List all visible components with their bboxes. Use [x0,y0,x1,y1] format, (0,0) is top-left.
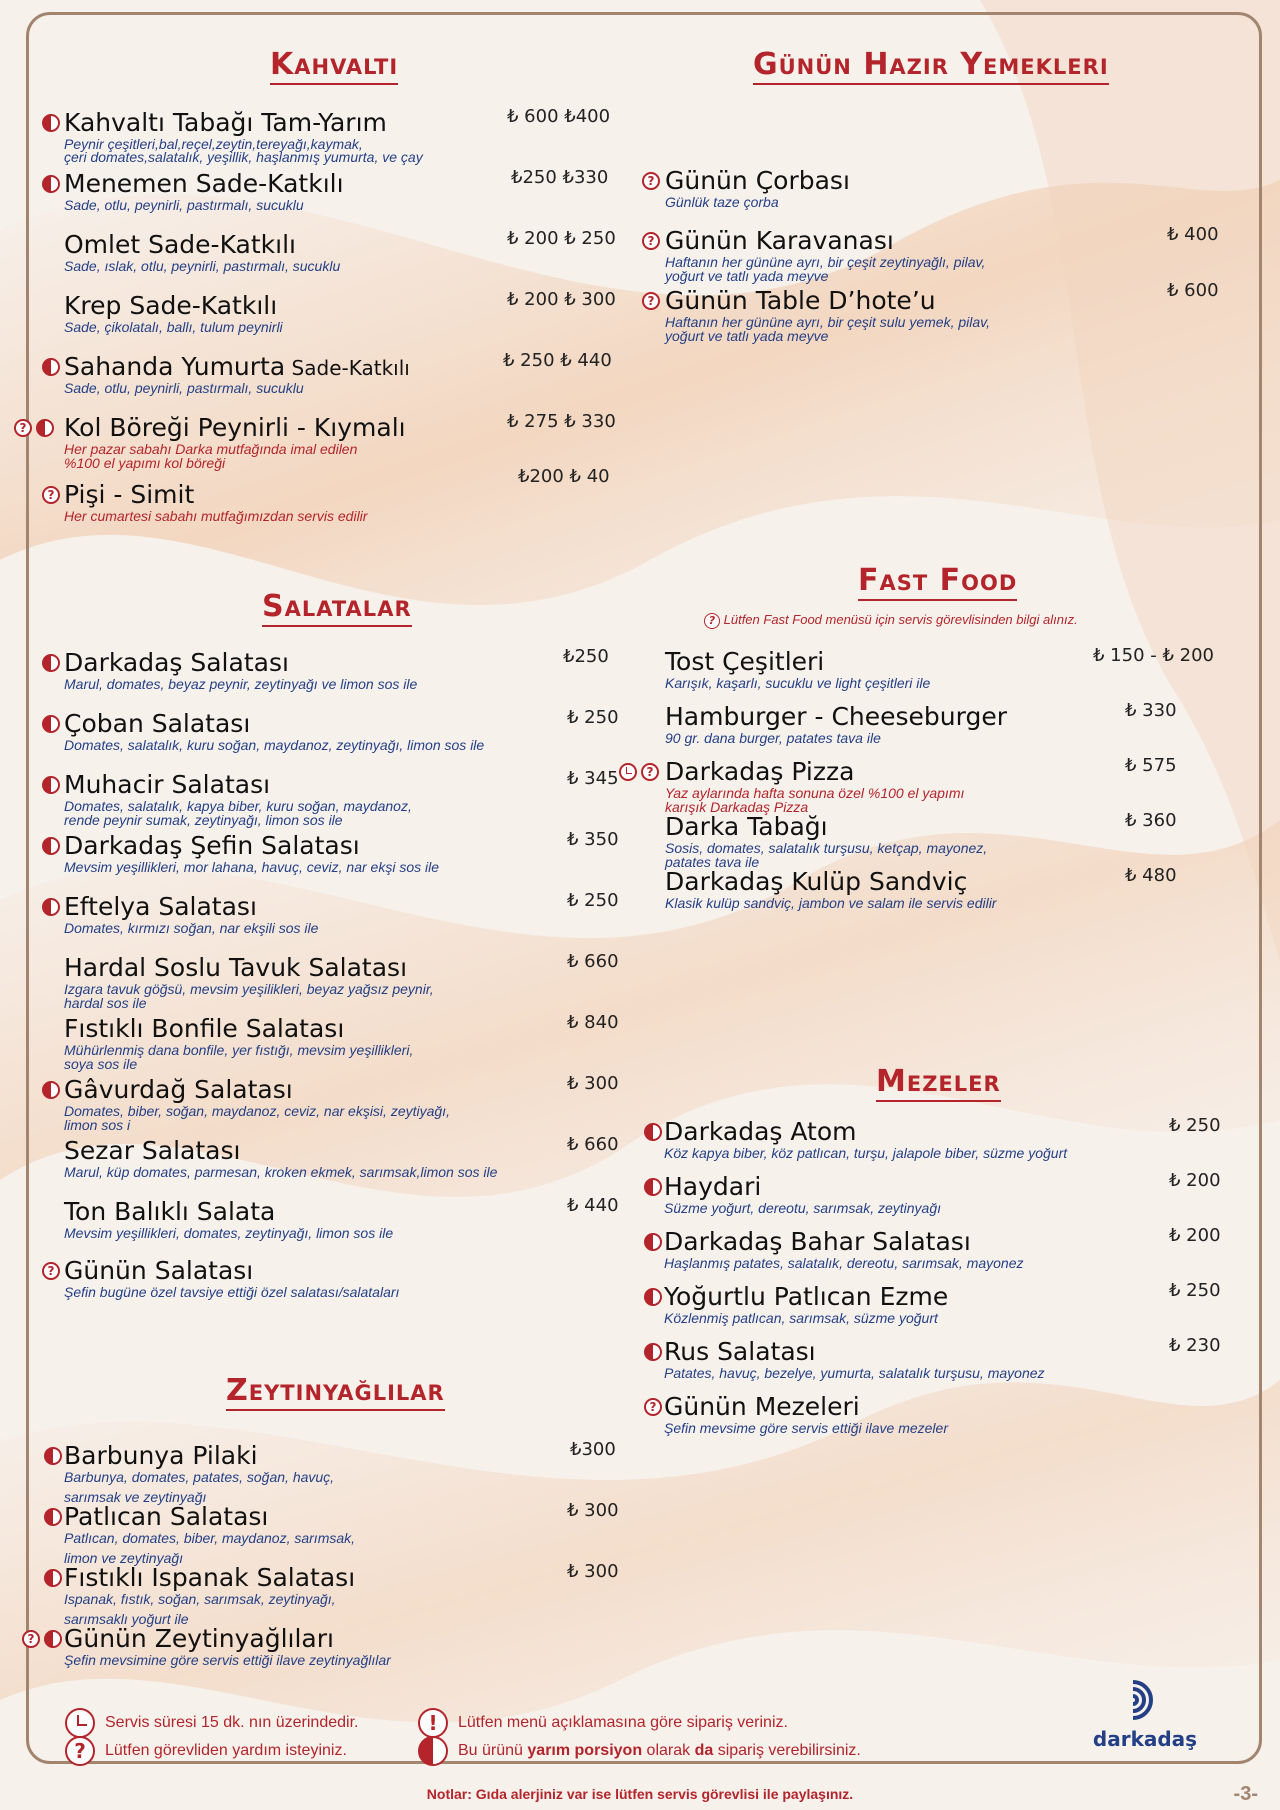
item-desc: Peynir çeşitleri,bal,reçel,zeytin,tereyağı,kaymak, [64,136,363,152]
half-portion-icon [644,1288,662,1306]
item-desc: %100 el yapımı kol böreği [64,455,226,471]
half-portion-icon [644,1123,662,1141]
item-price: ₺ 840 [567,1012,619,1033]
item-name: Günün Table D’hote’u [665,286,936,315]
item-desc: Şefin mevsimine göre servis ettiği ilave zeytinyağlılar [64,1652,391,1668]
item-name: Darkadaş Şefin Salatası [64,831,360,860]
legend-question-text: Lütfen görevliden yardım isteyiniz. [105,1742,347,1759]
item-desc: yoğurt ve tatlı yada meyve [665,328,829,344]
item-desc: Günlük taze çorba [665,194,779,210]
item-desc: çeri domates,salatalık, yeşillik, haşlanmış yumurta, ve çay [64,149,423,165]
menu-item [664,1282,1224,1326]
page-number: -3- [1233,1783,1258,1805]
item-desc: sarımsaklı yoğurt ile [64,1611,189,1627]
item-desc: Barbunya, domates, patates, soğan, havuç, [64,1469,335,1485]
question-icon: ? [42,1262,60,1280]
item-name: Günün Salatası [64,1256,254,1285]
item-name: Sezar Salatası [64,1136,241,1165]
brand-logo [1090,1678,1200,1751]
item-name: Muhacir Salatası [64,770,271,799]
menu-item [64,648,624,692]
item-name: Tost Çeşitleri [665,647,825,676]
item-price: ₺ 600 ₺400 [507,106,611,127]
item-desc: Marul, küp domates, parmesan, kroken ekmek, sarımsak,limon sos ile [64,1164,498,1180]
menu-item [64,1075,624,1133]
fast-food-note [704,612,1078,629]
item-desc: soya sos ile [64,1056,138,1072]
question-icon: ? [642,172,660,190]
question-icon: ? [22,1630,40,1648]
item-price: ₺ 345 [567,768,619,789]
menu-item [64,1563,624,1627]
exclamation-icon: ! [418,1708,448,1738]
legend-half-pre: Bu ürünü [458,1742,523,1759]
item-desc: Mevsim yeşillikleri, domates, zeytinyağı, limon sos ile [64,1225,394,1241]
menu-item [665,647,1225,691]
item-name: Çoban Salatası [64,709,251,738]
item-desc: hardal sos ile [64,995,147,1011]
question-icon: ? [14,419,32,437]
question-icon: ? [641,763,659,781]
item-desc: Patlıcan, domates, biber, maydanoz, sarımsak, [64,1530,356,1546]
item-desc: Domates, salatalık, kapya biber, kuru soğan, maydanoz, [64,798,412,814]
legend-clock-text: Servis süresi 15 dk. nın üzerindedir. [105,1714,359,1731]
item-price: ₺ 275 ₺ 330 [507,411,616,432]
half-portion-icon [644,1233,662,1251]
item-desc: Közlenmiş patlıcan, sarımsak, süzme yoğurt [664,1310,938,1326]
menu-item [64,1136,624,1180]
menu-item [64,230,624,274]
item-name: Menemen Sade-Katkılı [64,169,344,198]
menu-item [665,812,1225,870]
item-name: Gâvurdağ Salatası [64,1075,293,1104]
item-price: ₺ 330 [1125,700,1177,721]
item-desc: Haşlanmış patates, salatalık, dereotu, sarımsak, mayonez [664,1255,1024,1271]
item-price: ₺ 300 [567,1073,619,1094]
question-icon: ? [642,292,660,310]
item-price: ₺ 200 ₺ 300 [507,289,616,310]
half-portion-icon [42,837,60,855]
item-price: ₺ 350 [567,829,619,850]
menu-item [64,1197,624,1241]
item-name: Günün Zeytinyağlıları [64,1624,334,1653]
menu-item [664,1337,1224,1381]
item-desc: Haftanın her gününe ayrı, bir çeşit zeytinyağlı, pilav, [665,254,986,270]
logo-mark-icon [1123,1678,1167,1722]
item-desc: Haftanın her gününe ayrı, bir çeşit sulu yemek, pilav, [665,314,991,330]
section-title-zeytinyaglilar: Zeytinyağlılar [226,1374,445,1411]
menu-item [47,466,624,524]
item-price: ₺ 480 [1125,865,1177,886]
item-desc: Sosis, domates, salatalık turşusu, ketçap, mayonez, [665,840,988,856]
item-desc: Ispanak, fıstık, soğan, sarımsak, zeytinyağı, [64,1591,336,1607]
clock-icon [65,1708,95,1738]
half-portion-icon [44,1447,62,1465]
item-desc: 90 gr. dana burger, patates tava ile [665,730,881,746]
item-desc: Domates, biber, soğan, maydanoz, ceviz, nar ekşisi, zeytiyağı, [64,1103,450,1119]
item-price: ₺ 250 [1169,1280,1221,1301]
item-desc: Karışık, kaşarlı, sucuklu ve light çeşitleri ile [665,675,931,691]
half-portion-icon [42,175,60,193]
question-icon: ? [644,1398,662,1416]
legend-half [418,1736,861,1766]
item-name: Sahanda Yumurta [64,352,286,381]
half-portion-icon [44,1569,62,1587]
item-price: ₺ 150 - ₺ 200 [1093,645,1214,666]
item-price: ₺ 250 ₺ 440 [503,350,612,371]
item-desc: Sade, otlu, peynirli, pastırmalı, sucuklu [64,380,304,396]
item-desc: limon sos i [64,1117,131,1133]
item-price: ₺ 200 ₺ 250 [507,228,616,249]
section-title-fast-food: Fast Food [858,564,1017,601]
menu-item [664,1172,1224,1216]
item-name: Hamburger - Cheeseburger [665,702,1008,731]
item-desc: Domates, salatalık, kuru soğan, maydanoz, zeytinyağı, limon sos ile [64,737,485,753]
item-name: Kol Böreği Peynirli - Kıymalı [64,413,406,442]
item-price: ₺ 250 [1169,1115,1221,1136]
item-name: Günün Mezeleri [664,1392,860,1421]
allergy-note: Notlar: Gıda alerjiniz var ise lütfen servis görevlisi ile paylaşınız. [426,1786,854,1802]
menu-item [27,1624,624,1668]
item-price: ₺ 250 [567,707,619,728]
menu-item [64,291,624,335]
item-desc: Mevsim yeşillikleri, mor lahana, havuç, ceviz, nar ekşi sos ile [64,859,440,875]
half-portion-icon [42,776,60,794]
item-price: ₺ 575 [1125,755,1177,776]
item-desc: Domates, kırmızı soğan, nar ekşili sos ile [64,920,319,936]
menu-item [64,1014,624,1072]
item-desc: limon ve zeytinyağı [64,1550,184,1566]
item-name: Ton Balıklı Salata [64,1197,276,1226]
menu-item [64,709,624,753]
item-name-suffix: Sade-Katkılı [285,356,410,380]
item-desc: Şefin bugüne özel tavsiye ettiği özel salatası/salataları [64,1284,400,1300]
question-icon: ? [65,1736,95,1766]
item-price: ₺ 250 [567,890,619,911]
item-name: Darkadaş Bahar Salatası [664,1227,971,1256]
menu-item [64,108,624,165]
menu-item [647,224,1225,284]
half-portion-icon [42,654,60,672]
item-desc: Yaz aylarında hafta sonuna özel %100 el yapımı [665,785,965,801]
item-desc: Mühürlenmiş dana bonfile, yer fıstığı, mevsim yeşillikleri, [64,1042,414,1058]
item-desc: Sade, çikolatalı, ballı, tulum peynirli [64,319,283,335]
section-title-mezeler: Mezeler [876,1065,1001,1102]
item-name: Darkadaş Salatası [64,648,289,677]
item-desc: Her pazar sabahı Darka mutfağında imal edilen [64,441,358,457]
item-name: Barbunya Pilaki [64,1441,258,1470]
section-title-kahvalti: Kahvaltı [270,48,398,85]
question-icon: ? [42,486,60,504]
menu-item [64,1441,624,1505]
item-desc: Köz kapya biber, köz patlıcan, turşu, jalapole biber, süzme yoğurt [664,1145,1068,1161]
half-portion-icon [42,1081,60,1099]
legend-question [65,1736,347,1766]
legend-half-mid: olarak [646,1742,691,1759]
menu-item [64,169,624,213]
item-desc: Süzme yoğurt, dereotu, sarımsak, zeytinyağı [664,1200,942,1216]
item-price: ₺ 660 [567,1134,619,1155]
item-price: ₺ 300 [567,1500,619,1521]
item-price: ₺ 440 [567,1195,619,1216]
item-price: ₺ 230 [1169,1335,1221,1356]
question-icon: ? [642,232,660,250]
item-desc: Izgara tavuk göğsü, mevsim yeşilikleri, beyaz yağsız peynir, [64,981,434,997]
half-portion-icon [42,898,60,916]
legend-half-bold1: yarım porsiyon [527,1742,643,1759]
menu-item [64,770,624,828]
legend-half-text [458,1742,861,1760]
menu-item [64,352,624,396]
legend-exclaim [418,1708,788,1738]
item-name: Günün Karavanası [665,226,894,255]
item-price: ₺300 [570,1439,616,1460]
half-portion-icon [44,1508,62,1526]
item-name: Hardal Soslu Tavuk Salatası [64,953,408,982]
item-price: ₺ 300 [567,1561,619,1582]
menu-item [64,1502,624,1566]
menu-item [664,1117,1224,1161]
half-portion-icon [42,114,60,132]
fast-food-note-text: Lütfen Fast Food menüsü için servis görevlisinden bilgi alınız. [723,612,1078,627]
legend-half-bold2: da [694,1742,714,1759]
item-price: ₺250 [563,646,609,667]
clock-icon [619,763,637,781]
menu-item [649,1392,1224,1436]
half-portion-icon [644,1178,662,1196]
item-name: Darkadaş Atom [664,1117,857,1146]
half-portion-icon [644,1343,662,1361]
legend-clock [65,1708,358,1738]
item-name: Omlet Sade-Katkılı [64,230,296,259]
menu-item [64,892,624,936]
half-portion-icon [44,1630,62,1648]
menu-item [646,755,1225,815]
item-name: Patlıcan Salatası [64,1502,269,1531]
item-name: Günün Çorbası [665,166,850,195]
item-desc: patates tava ile [665,854,760,870]
item-desc: Patates, havuç, bezelye, yumurta, salatalık turşusu, mayonez [664,1365,1045,1381]
item-name: Kahvaltı Tabağı Tam-Yarım [64,108,387,137]
item-name: Haydari [664,1172,762,1201]
item-name: Darka Tabağı [665,812,828,841]
item-name: Darkadaş Kulüp Sandviç [665,867,968,896]
item-price: ₺200 ₺ 40 [518,466,610,487]
item-price: ₺ 200 [1169,1225,1221,1246]
item-name: Pişi - Simit [64,480,195,509]
item-desc: Klasik kulüp sandviç, jambon ve salam ile servis edilir [665,895,997,911]
menu-item [64,953,624,1011]
legend-exclaim-text: Lütfen menü açıklamasına göre sipariş veriniz. [458,1714,788,1731]
item-desc: Sade, otlu, peynirli, pastırmalı, sucuklu [64,197,304,213]
item-desc: Sade, ıslak, otlu, peynirli, pastırmalı, sucuklu [64,258,341,274]
section-title-salatalar: Salatalar [262,590,412,627]
item-name: Yoğurtlu Patlıcan Ezme [664,1282,949,1311]
menu-item [64,831,624,875]
legend-half-post: sipariş verebilirsiniz. [717,1742,861,1759]
menu-item [665,867,1225,911]
item-price: ₺ 600 [1167,280,1219,301]
item-desc: sarımsak ve zeytinyağı [64,1489,207,1505]
item-desc: rende peynir sumak, zeytinyağı, limon sos ile [64,812,343,828]
item-desc: karışık Darkadaş Pizza [665,799,809,815]
item-price: ₺ 400 [1167,224,1219,245]
item-desc: yoğurt ve tatlı yada meyve [665,268,829,284]
item-name: Rus Salatası [664,1337,816,1366]
item-desc: Marul, domates, beyaz peynir, zeytinyağı ve limon sos ile [64,676,418,692]
item-desc: Her cumartesi sabahı mutfağımızdan servis edilir [64,508,368,524]
item-price: ₺ 660 [567,951,619,972]
menu-item [19,411,624,471]
menu-item [647,280,1225,344]
brand-name: darkadaş [1092,1727,1198,1751]
section-title-gunun-hazir-yemekleri: Günün Hazır Yemekleri [753,48,1109,85]
item-name: Fıstıklı Ispanak Salatası [64,1563,356,1592]
menu-item [647,166,1225,210]
half-portion-icon [42,358,60,376]
item-price: ₺ 360 [1125,810,1177,831]
item-name: Fıstıklı Bonfile Salatası [64,1014,345,1043]
menu-item [47,1256,624,1300]
half-portion-icon [36,419,54,437]
item-name: Krep Sade-Katkılı [64,291,278,320]
half-portion-icon [418,1736,448,1766]
item-desc: Şefin mevsime göre servis ettiği ilave mezeler [664,1420,948,1436]
item-name: Darkadaş Pizza [665,757,855,786]
question-icon: ? [704,613,720,629]
menu-item [664,1227,1224,1271]
menu-item [665,702,1225,746]
item-name: Eftelya Salatası [64,892,257,921]
half-portion-icon [42,715,60,733]
item-price: ₺250 ₺330 [511,167,609,188]
item-price: ₺ 200 [1169,1170,1221,1191]
